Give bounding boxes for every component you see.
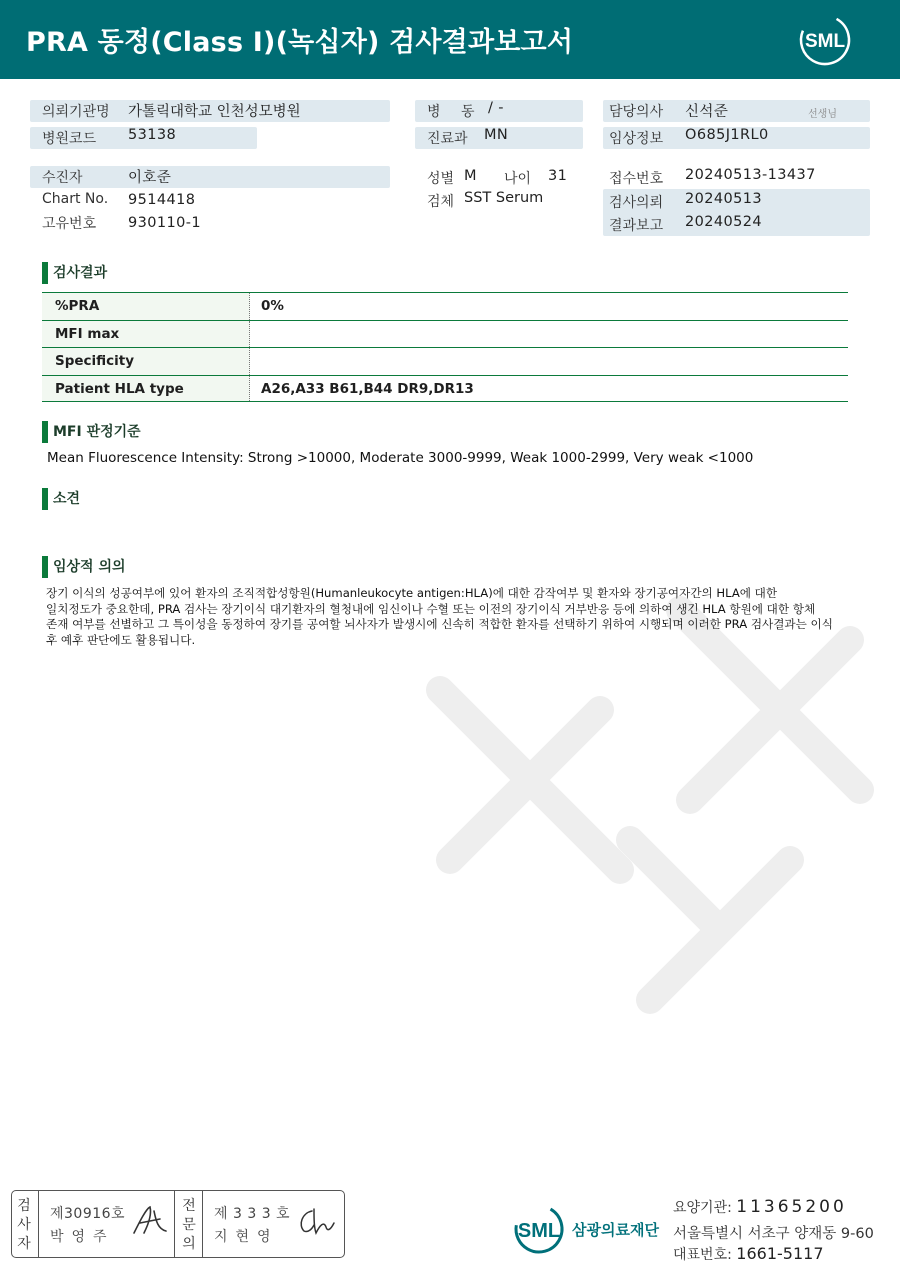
- request-value: 20240513: [685, 191, 763, 207]
- sex-value: M: [464, 168, 477, 184]
- sex-label: 성별: [427, 171, 455, 187]
- clinical-info-value: O685J1RL0: [685, 127, 769, 143]
- specialist-label-char: 의: [182, 1236, 196, 1252]
- row-label: %PRA: [42, 293, 250, 320]
- doctor-label: 담당의사: [609, 104, 664, 120]
- mfi-criteria-text: Mean Fluorescence Intensity: Strong >10000, Moderate 3000-9999, Weak 1000-2999, Very weak <1000: [47, 450, 754, 466]
- clinical-line: 장기 이식의 성공여부에 있어 환자의 조직적합성항원(Humanleukocyte antigen:HLA)에 대한 감작여부 및 환자와 장기공여자간의 HLA에 대한: [46, 586, 778, 600]
- inspector-label-char: 사: [17, 1217, 31, 1233]
- footer-provider-value: 11365200: [736, 1197, 847, 1217]
- hospital-code-label: 병원코드: [42, 131, 97, 147]
- hospital-code-value: 53138: [128, 127, 177, 143]
- ward-value: / -: [488, 100, 504, 116]
- results-table: [42, 292, 848, 402]
- results-section-title: 검사결과: [42, 262, 107, 284]
- svg-text:SML: SML: [804, 31, 846, 52]
- table-row: [42, 292, 848, 320]
- ward-label: 병 동: [427, 104, 483, 120]
- table-row: [42, 347, 848, 375]
- patient-field: [30, 166, 390, 188]
- divider: [174, 1191, 175, 1257]
- specialist-label-char: 문: [182, 1217, 196, 1233]
- doctor-suffix: 선생님: [808, 109, 837, 120]
- divider: [202, 1191, 203, 1257]
- specialist-label-char: 전: [182, 1198, 196, 1214]
- age-label: 나이: [504, 171, 532, 187]
- specialist-license-no: 제 3 3 3 호: [214, 1206, 291, 1222]
- clinical-section-title: 임상적 의의: [42, 556, 126, 578]
- row-value: 0%: [261, 298, 284, 314]
- footer-phone: [673, 1244, 824, 1264]
- report-title: PRA 동정(Class I)(녹십자) 검사결과보고서: [26, 27, 574, 58]
- institution-value: 가톨릭대학교 인천성모병원: [128, 104, 301, 120]
- inspector-signature-icon: [130, 1203, 170, 1239]
- report-date-label: 결과보고: [609, 218, 664, 234]
- request-label: 검사의뢰: [609, 195, 664, 211]
- specimen-value: SST Serum: [464, 190, 544, 206]
- divider: [38, 1191, 39, 1257]
- footer-org-name: 삼광의료재단: [572, 1221, 659, 1239]
- footer-phone-value: 1661-5117: [736, 1244, 824, 1263]
- row-value: A26,A33 B61,B44 DR9,DR13: [261, 380, 474, 397]
- table-row: [42, 320, 848, 348]
- unique-value: 930110-1: [128, 215, 202, 231]
- inspector-license-no: 제30916호: [50, 1206, 126, 1222]
- footer-provider-label: 요양기관:: [673, 1200, 732, 1216]
- doctor-value: 신석준: [685, 104, 729, 120]
- dept-label: 진료과: [427, 131, 468, 147]
- institution-label: 의뢰기관명: [42, 104, 110, 120]
- row-label: Patient HLA type: [42, 376, 250, 402]
- clinical-text: [46, 586, 856, 648]
- clinical-line: 일치정도가 중요한데, PRA 검사는 장기이식 대기환자의 혈청내에 임신이나 수혈 또는 이전의 장기이식 거부반응 등에 의하여 생긴 HLA 항원에 대한 항체: [46, 601, 816, 616]
- dept-value: MN: [484, 127, 509, 143]
- clinical-info-label: 임상정보: [609, 131, 664, 147]
- opinion-section-title: 소견: [42, 488, 80, 510]
- specialist-label: [180, 1197, 198, 1254]
- mfi-section-title: MFI 판정기준: [42, 421, 141, 443]
- sml-footer-logo-icon: [511, 1200, 571, 1258]
- row-label: Specificity: [42, 348, 250, 375]
- patient-label: 수진자: [42, 170, 83, 186]
- signature-box: [11, 1190, 345, 1258]
- receipt-label: 접수번호: [609, 171, 664, 187]
- receipt-value: 20240513-13437: [685, 167, 816, 183]
- inspector-name: 박영주: [50, 1229, 115, 1245]
- clinical-line: 존재 여부를 선별하고 그 특이성을 동정하여 장기를 공여할 뇌사자가 발생시에 신속히 적합한 환자를 선택하기 위하여 시행되며 이러한 PRA 검사결과는 이식: [46, 617, 833, 631]
- sml-logo-icon: [796, 12, 854, 68]
- specialist-signature-icon: [294, 1205, 338, 1239]
- svg-text:SML: SML: [517, 1220, 561, 1242]
- inspector-label-char: 검: [17, 1198, 31, 1214]
- inspector-label: [15, 1197, 33, 1254]
- specialist-name: 지현영: [214, 1229, 279, 1245]
- footer-provider: [673, 1197, 847, 1217]
- footer-address: 서울특별시 서초구 양재동 9-60: [673, 1226, 874, 1242]
- age-value: 31: [548, 168, 568, 184]
- clinical-line: 후 예후 판단에도 활용됩니다.: [46, 632, 196, 647]
- footer-phone-label: 대표번호:: [673, 1247, 732, 1263]
- row-label: MFI max: [42, 321, 250, 348]
- table-row: [42, 375, 848, 403]
- chart-label: Chart No.: [42, 191, 109, 207]
- report-header: [0, 0, 900, 79]
- unique-label: 고유번호: [42, 216, 97, 232]
- patient-value: 이호준: [128, 170, 172, 186]
- specimen-label: 검체: [427, 194, 455, 210]
- chart-value: 9514418: [128, 192, 196, 208]
- report-date-value: 20240524: [685, 214, 763, 230]
- inspector-label-char: 자: [17, 1236, 31, 1252]
